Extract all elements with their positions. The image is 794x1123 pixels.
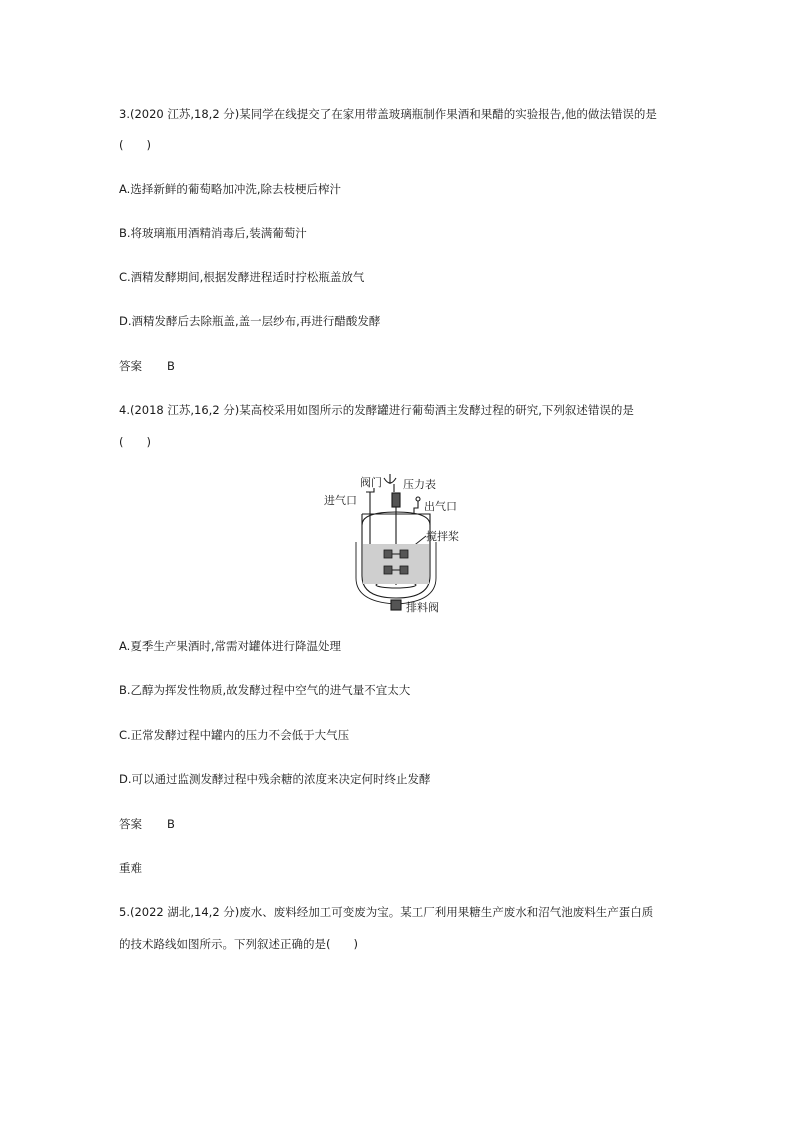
- q3-answer-paren: ( ): [119, 138, 151, 152]
- label-pressure-gauge: 压力表: [403, 478, 436, 491]
- q4-answer-paren: ( ): [119, 435, 151, 449]
- q4-stem: 4.(2018 江苏,16,2 分)某高校采用如图所示的发酵罐进行葡萄酒主发酵过程的研究,下列叙述错误的是: [119, 403, 634, 417]
- label-valve: 阀门: [360, 476, 382, 489]
- q3-option-a: A.选择新鲜的葡萄略加冲洗,除去枝梗后榨汁: [119, 182, 341, 196]
- q3-answer-label: 答案: [119, 359, 142, 373]
- label-air-inlet: 进气口: [324, 494, 357, 507]
- q3-answer-value: B: [167, 359, 175, 373]
- q4-option-a: A.夏季生产果酒时,常需对罐体进行降温处理: [119, 639, 341, 653]
- fermenter-diagram: [318, 470, 478, 618]
- q5-stem-line1: 5.(2022 湖北,14,2 分)废水、废料经加工可变废为宝。某工厂利用果糖生产废水和沼气池废料生产蛋白质: [119, 905, 654, 919]
- q4-answer-value: B: [167, 817, 175, 831]
- q3-option-b: B.将玻璃瓶用酒精消毒后,装满葡萄汁: [119, 226, 307, 240]
- q4-answer: [119, 816, 175, 832]
- q3-stem: 3.(2020 江苏,18,2 分)某同学在线提交了在家用带盖玻璃瓶制作果酒和果醋的实验报告,他的做法错误的是: [119, 107, 657, 121]
- label-stirrer: 搅拌桨: [426, 530, 459, 543]
- label-discharge-valve: 排料阀: [406, 601, 439, 614]
- q4-option-d: D.可以通过监测发酵过程中残余糖的浓度来决定何时终止发酵: [119, 772, 431, 786]
- q3-answer: [119, 358, 175, 374]
- q4-option-c: C.正常发酵过程中罐内的压力不会低于大气压: [119, 728, 350, 742]
- section-label: 重难: [119, 861, 142, 875]
- q3-option-d: D.酒精发酵后去除瓶盖,盖一层纱布,再进行醋酸发酵: [119, 314, 381, 328]
- label-air-outlet: 出气口: [424, 500, 457, 513]
- q4-option-b: B.乙醇为挥发性物质,故发酵过程中空气的进气量不宜太大: [119, 683, 411, 697]
- q3-option-c: C.酒精发酵期间,根据发酵进程适时拧松瓶盖放气: [119, 270, 365, 284]
- q5-stem-line2: 的技术路线如图所示。下列叙述正确的是( ): [119, 937, 358, 951]
- q4-answer-label: 答案: [119, 817, 142, 831]
